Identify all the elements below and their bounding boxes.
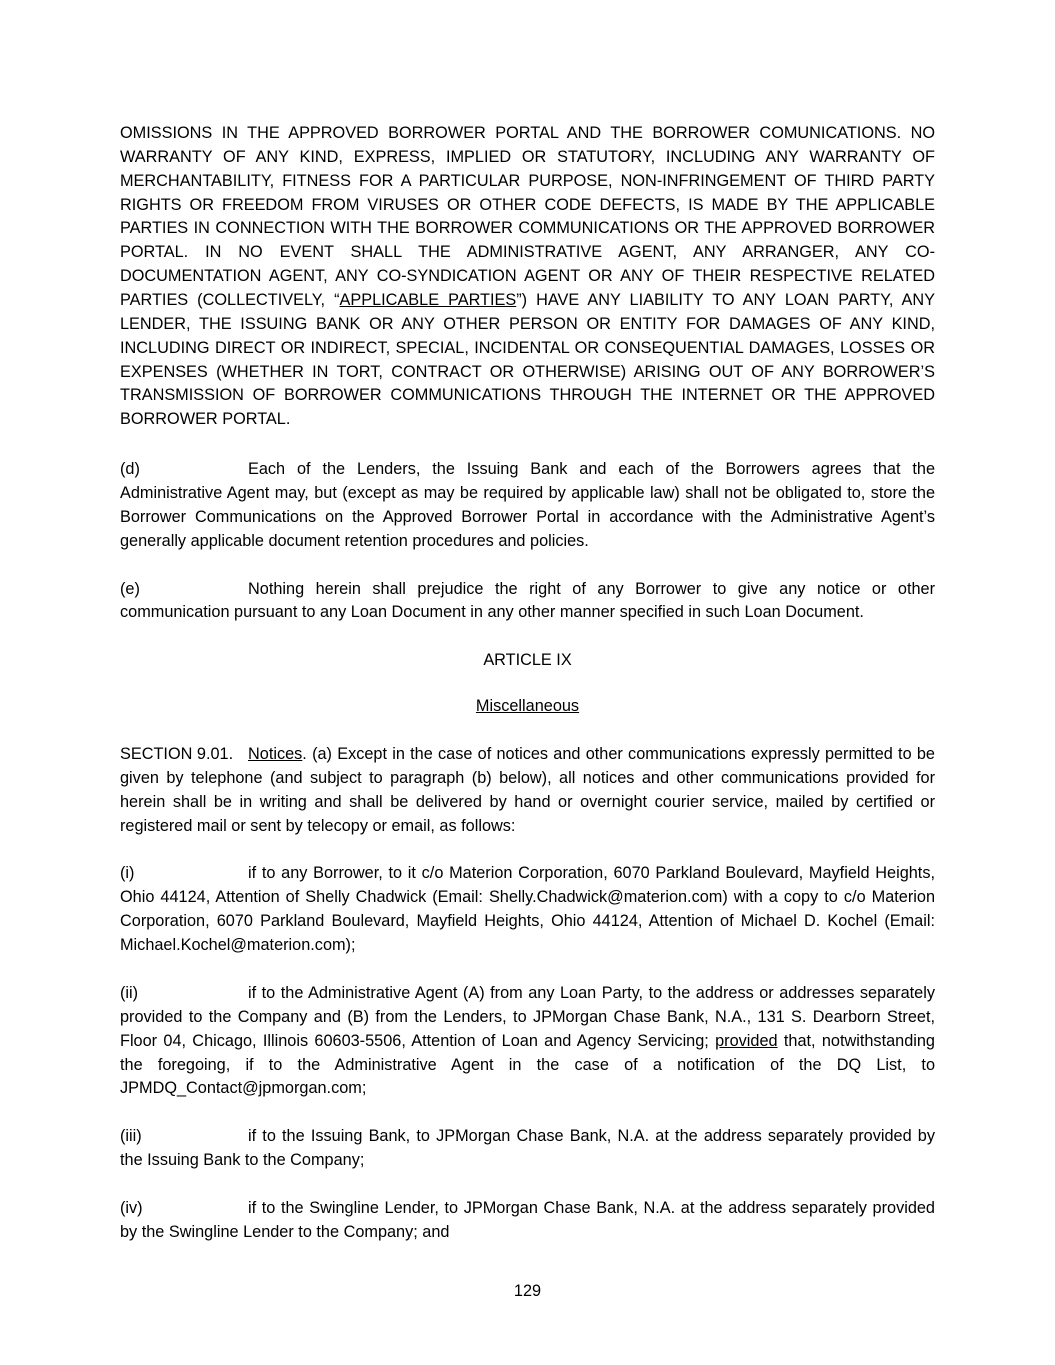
spacer: [120, 673, 935, 695]
clause-ii-label: (ii): [120, 983, 139, 1002]
clause-iii-label: (iii): [120, 1127, 142, 1146]
clause-iv-label: (iv): [120, 1198, 143, 1217]
page-number: 129: [513, 1282, 542, 1300]
spacer: [120, 1101, 935, 1125]
article-title: ARTICLE IX: [483, 651, 572, 670]
clause-i: [120, 862, 935, 957]
clause-ii-text-part2: that, notwithstanding the foregoing, if to the Administrative Agent in the case of a notification of the DQ List, to JPMDQ_Contact@jpmorgan.com;: [120, 1031, 935, 1098]
spacer: [120, 625, 935, 649]
spacer: [120, 719, 935, 743]
article-subtitle-wrap: [120, 695, 935, 719]
clause-ii-text-part1: if to the Administrative Agent (A) from any Loan Party, to the address or addresses separately provided to the Company and (B) from the Lenders, to JPMorgan Chase Bank, N.A., 131 S. Dearborn Street, Floor 04, Chicago, Illinois 60603-5506, Attention of Loan and Agency Servicing;: [120, 983, 935, 1050]
section-text: . (a) Except in the case of notices and other communications expressly permitted to be given by telephone (and subject to paragraph (b) below), all notices and other communications provided for herein shall be in writing and shall be delivered by hand or overnight courier service, mailed by certified or registered mail or sent by telecopy or email, as follows:: [120, 745, 935, 835]
clause-iii-text: if to the Issuing Bank, to JPMorgan Chase Bank, N.A. at the address separately provided by the Issuing Bank to the Company;: [120, 1127, 935, 1170]
clause-iv: [120, 1197, 935, 1245]
paragraph-e-text: Nothing herein shall prejudice the right of any Borrower to give any notice or other communication pursuant to any Loan Document in any other manner specified in such Loan Document.: [120, 579, 935, 622]
disclaimer-text-part2: ”) HAVE ANY LIABILITY TO ANY LOAN PARTY, ANY LENDER, THE ISSUING BANK OR ANY OTHER PERSON OR ENTITY FOR DAMAGES OF ANY KIND, INCLUDING DIRECT OR INDIRECT, SPECIAL, INCIDENTAL OR CONSEQUENTIAL DAMAGES, LOSSES OR EXPENSES (WHETHER IN TORT, CONTRACT OR OTHERWISE) ARISING OUT OF ANY BORROWER’S TRANSMISSION OF BORROWER COMMUNICATIONS THROUGH THE INTERNET OR THE APPROVED BORROWER PORTAL.: [120, 291, 935, 429]
clause-i-label: (i): [120, 864, 135, 883]
spacer: [120, 838, 935, 862]
article-subtitle: Miscellaneous: [475, 697, 580, 716]
spacer: [120, 432, 935, 458]
spacer: [120, 1173, 935, 1197]
clause-ii: [120, 982, 935, 1101]
paragraph-disclaimer: [120, 122, 935, 432]
clause-iii: [120, 1125, 935, 1173]
paragraph-d-label: (d): [120, 460, 140, 479]
applicable-parties-underlined: APPLICABLE PARTIES: [339, 291, 517, 310]
paragraph-e: [120, 578, 935, 626]
spacer: [120, 958, 935, 982]
paragraph-d-text: Each of the Lenders, the Issuing Bank and each of the Borrowers agrees that the Administrative Agent may, but (except as may be required by applicable law) shall not be obligated to, store the Borrower Communications on the Approved Borrower Portal in accordance with the Administrative Agent’s generally applicable document retention procedures and policies.: [120, 460, 935, 550]
disclaimer-text-part1: OMISSIONS IN THE APPROVED BORROWER PORTAL AND THE BORROWER COMUNICATIONS. NO WARRANTY OF ANY KIND, EXPRESS, IMPLIED OR STATUTORY, INCLUDING ANY WARRANTY OF MERCHANTABILITY, FITNESS FOR A PARTICULAR PURPOSE, NON-INFRINGEMENT OF THIRD PARTY RIGHTS OR FREEDOM FROM VIRUSES OR OTHER CODE DEFECTS, IS MADE BY THE APPLICABLE PARTIES IN CONNECTION WITH THE BORROWER COMMUNICATIONS OR THE APPROVED BORROWER PORTAL. IN NO EVENT SHALL THE ADMINISTRATIVE AGENT, ANY ARRANGER, ANY CO-DOCUMENTATION AGENT, ANY CO-SYNDICATION AGENT OR ANY OF THEIR RESPECTIVE RELATED PARTIES (COLLECTIVELY, “: [120, 124, 935, 310]
section-heading-notices: Notices: [248, 745, 303, 764]
provided-underlined: provided: [715, 1031, 778, 1050]
section-number-label: SECTION 9.01.: [120, 745, 234, 764]
section-9-01: [120, 743, 935, 838]
clause-iv-text: if to the Swingline Lender, to JPMorgan Chase Bank, N.A. at the address separately provided by the Swingline Lender to the Company; and: [120, 1198, 935, 1241]
paragraph-e-label: (e): [120, 579, 140, 598]
document-body: [120, 122, 935, 1245]
paragraph-d: [120, 458, 935, 553]
clause-i-text: if to any Borrower, to it c/o Materion Corporation, 6070 Parkland Boulevard, Mayfield Heights, Ohio 44124, Attention of Shelly Chadwick (Email: Shelly.Chadwick@materion.com) with a copy to c/o Materion Corporation, 6070 Parkland Boulevard, Mayfield Heights, Ohio 44124, Attention of Michael D. Kochel (Email: Michael.Kochel@materion.com);: [120, 864, 935, 955]
spacer: [120, 554, 935, 578]
